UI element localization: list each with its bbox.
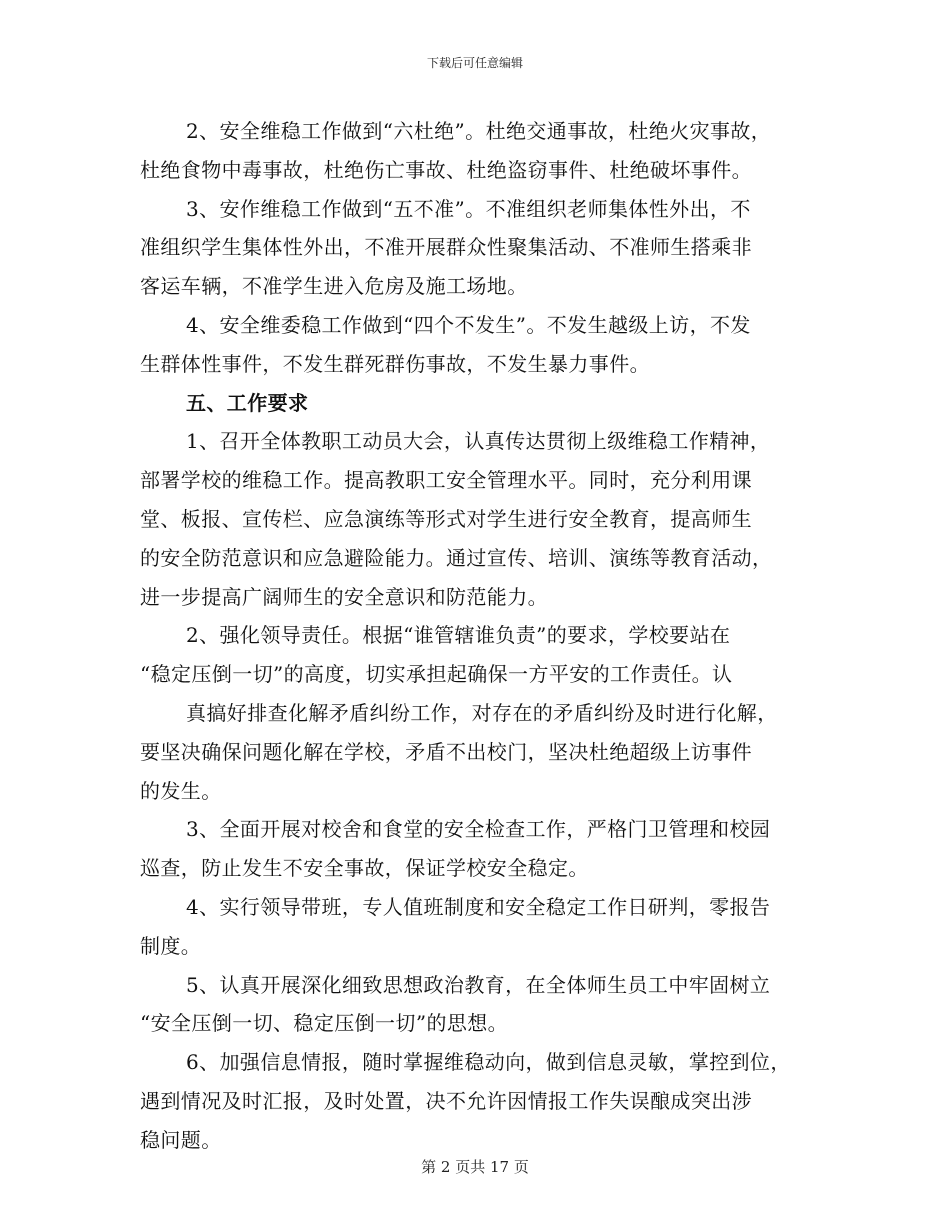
paragraph-line: 6、加强信息情报，随时掌握维稳动向，做到信息灵敏，掌控到位，	[186, 1050, 791, 1075]
paragraph-line: “安全压倒一切、稳定压倒一切”的思想。	[140, 1011, 509, 1036]
paragraph-line: 遇到情况及时汇报，及时处置，决不允许因情报工作失误酿成突出涉	[140, 1088, 752, 1113]
paragraph-line: 2、安全维稳工作做到“六杜绝”。杜绝交通事故，杜绝火灾事故，	[186, 119, 772, 143]
paragraph-line: 4、安全维委稳工作做到“四个不发生”。不发生越级上访，不发	[186, 312, 751, 337]
paragraph-line: 的发生。	[140, 778, 222, 803]
paragraph-line: 真搞好排查化解矛盾纠纷工作，对存在的矛盾纠纷及时进行化解，	[186, 700, 778, 725]
paragraph-line: 稳问题。	[140, 1127, 222, 1152]
paragraph-line: “稳定压倒一切”的高度，切实承担起确保一方平安的工作责任。认	[140, 662, 733, 687]
document-body	[140, 112, 830, 1160]
paragraph-line: 巡查，防止发生不安全事故，保证学校安全稳定。	[140, 856, 589, 881]
paragraph-line: 进一步提高广阔师生的安全意识和防范能力。	[140, 584, 548, 609]
paragraph-line: 3、全面开展对校舍和食堂的安全检查工作，严格门卫管理和校园	[186, 817, 771, 842]
paragraph-line: 客运车辆，不准学生进入危房及施工场地。	[140, 274, 528, 299]
paragraph-line: 1、召开全体教职工动员大会，认真传达贯彻上级维稳工作精神，	[186, 429, 771, 454]
paragraph-line: 生群体性事件，不发生群死群伤事故，不发生暴力事件。	[140, 351, 650, 376]
paragraph-line: 2、强化领导责任。根据“谁管辖谁负责”的要求，学校要站在	[186, 623, 731, 648]
section-heading: 五、工作要求	[186, 390, 309, 415]
paragraph-line: 5、认真开展深化细致思想政治教育，在全体师生员工中牢固树立	[186, 972, 771, 997]
paragraph-line: 要坚决确保问题化解在学校，矛盾不出校门，坚决杜绝超级上访事件	[140, 739, 752, 764]
paragraph-line: 制度。	[140, 933, 202, 958]
paragraph-line: 的安全防范意识和应急避险能力。通过宣传、培训、演练等教育活动，	[140, 545, 773, 570]
paragraph-line: 部署学校的维稳工作。提高教职工安全管理水平。同时，充分利用课	[140, 468, 752, 493]
paragraph-line: 杜绝食物中毒事故，杜绝伤亡事故、杜绝盗窃事件、杜绝破坏事件。	[140, 157, 752, 182]
page-header: 下载后可任意编辑	[426, 56, 523, 70]
paragraph-line: 准组织学生集体性外出，不准开展群众性聚集活动、不准师生搭乘非	[140, 235, 752, 260]
page-footer: 第 2 页共 17 页	[421, 1158, 529, 1176]
paragraph-line: 堂、板报、宣传栏、应急演练等形式对学生进行安全教育，提高师生	[140, 506, 752, 531]
paragraph-line: 3、安作维稳工作做到“五不准”。不准组织老师集体性外出，不	[186, 196, 751, 221]
paragraph-line: 4、实行领导带班，专人值班制度和安全稳定工作日研判，零报告	[186, 894, 771, 919]
